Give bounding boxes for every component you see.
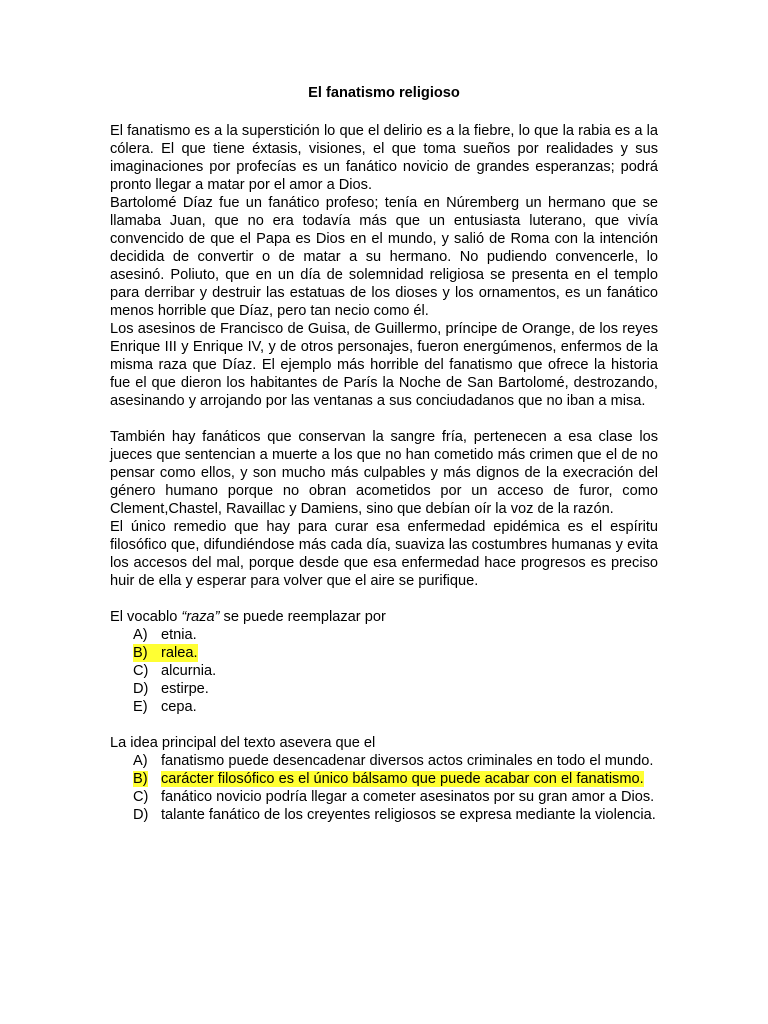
question-1-option-d[interactable] — [110, 680, 658, 698]
option-letter: D) — [133, 681, 149, 697]
paragraph: También hay fanáticos que conservan la sangre fría, pertenecen a esa clase los jueces que sentencian a muerte a los que no han cometido más crimen que el de no pensar como ellos, y son mucho más culpables y más dignos de la execración del género humano porque no obran acometidos por un acceso de furor, como Clement,Chastel, Ravaillac y Damiens, sino que debían oír la voz de la razón. — [110, 429, 658, 517]
paragraph: Los asesinos de Francisco de Guisa, de Guillermo, príncipe de Orange, de los reyes Enrique III y Enrique IV, y de otros personajes, fueron energúmenos, enfermos de la misma raza que Díaz. El ejemplo más horrible del fanatismo que ofrece la historia fue el que dieron los habitantes de París la Noche de San Bartolomé, destrozando, asesinando y arrojando por las ventanas a sus conciudadanos que no iban a misa. — [110, 321, 658, 409]
question-1-option-a[interactable] — [110, 626, 658, 644]
question-2-option-b[interactable] — [110, 770, 658, 788]
option-text: cepa. — [161, 699, 197, 715]
option-letter: A) — [133, 627, 148, 643]
question-2-option-d[interactable] — [110, 806, 658, 824]
blank-line — [110, 410, 658, 428]
option-letter: C) — [133, 789, 149, 805]
option-text: fanatismo puede desencadenar diversos actos criminales en todo el mundo. — [161, 753, 654, 769]
question-1-term: “raza” — [181, 609, 220, 625]
option-text: etnia. — [161, 627, 197, 643]
question-2-option-c[interactable] — [110, 788, 658, 806]
document-page — [110, 84, 658, 824]
question-1-option-e[interactable] — [110, 698, 658, 716]
option-letter: A) — [133, 753, 148, 769]
question-1-option-b[interactable] — [110, 644, 658, 662]
option-text: talante fanático de los creyentes religiosos se expresa mediante la violencia. — [161, 807, 656, 823]
option-text-highlighted: carácter filosófico es el único bálsamo que puede acabar con el fanatismo. — [161, 771, 644, 787]
paragraph: El único remedio que hay para curar esa enfermedad epidémica es el espíritu filosófico que, difundiéndose más cada día, suaviza las costumbres humanas y evita los accesos del mal, porque desde que esa enfermedad hace progresos es preciso huir de ella y esperar para volver que el aire se purifique. — [110, 519, 658, 589]
blank-line — [110, 590, 658, 608]
option-letter: B) — [133, 644, 161, 662]
option-letter: E) — [133, 699, 148, 715]
option-text-highlighted: ralea. — [161, 645, 198, 661]
question-2-options — [110, 752, 658, 824]
option-letter: C) — [133, 663, 149, 679]
question-1-option-c[interactable] — [110, 662, 658, 680]
paragraph: Bartolomé Díaz fue un fanático profeso; tenía en Núremberg un hermano que se llamaba Juan, que no era todavía más que un entusiasta luterano, que vivía convencido de que el Papa es Dios en el mundo, y salió de Roma con la intención decidida de convertir o de matar a su hermano. No pudiendo convencerle, lo asesinó. Poliuto, que en un día de solemnidad religiosa se presenta en el templo para derribar y destruir las estatuas de los dioses y los ornamentos, es un fanático menos horrible que Díaz, pero tan necio como él. — [110, 195, 658, 319]
option-letter: D) — [133, 807, 149, 823]
question-2-stem: La idea principal del texto asevera que el — [110, 735, 376, 751]
document-title: El fanatismo religioso — [308, 85, 460, 101]
question-1-stem — [110, 608, 658, 626]
question-1-options — [110, 626, 658, 716]
question-1-suffix: se puede reemplazar por — [219, 609, 386, 625]
question-1-prefix: El vocablo — [110, 609, 182, 625]
option-letter: B) — [133, 771, 148, 787]
option-text: alcurnia. — [161, 663, 217, 679]
option-text: fanático novicio podría llegar a cometer asesinatos por su gran amor a Dios. — [161, 789, 655, 805]
paragraph: El fanatismo es a la superstición lo que el delirio es a la fiebre, lo que la rabia es a la cólera. El que tiene éxtasis, visiones, el que toma sueños por realidades y sus imaginaciones por profecías es un fanático novicio de grandes esperanzas; podrá pronto llegar a matar por el amor a Dios. — [110, 123, 658, 193]
question-2-option-a[interactable] — [110, 752, 658, 770]
option-text: estirpe. — [161, 681, 209, 697]
blank-line — [110, 716, 658, 734]
